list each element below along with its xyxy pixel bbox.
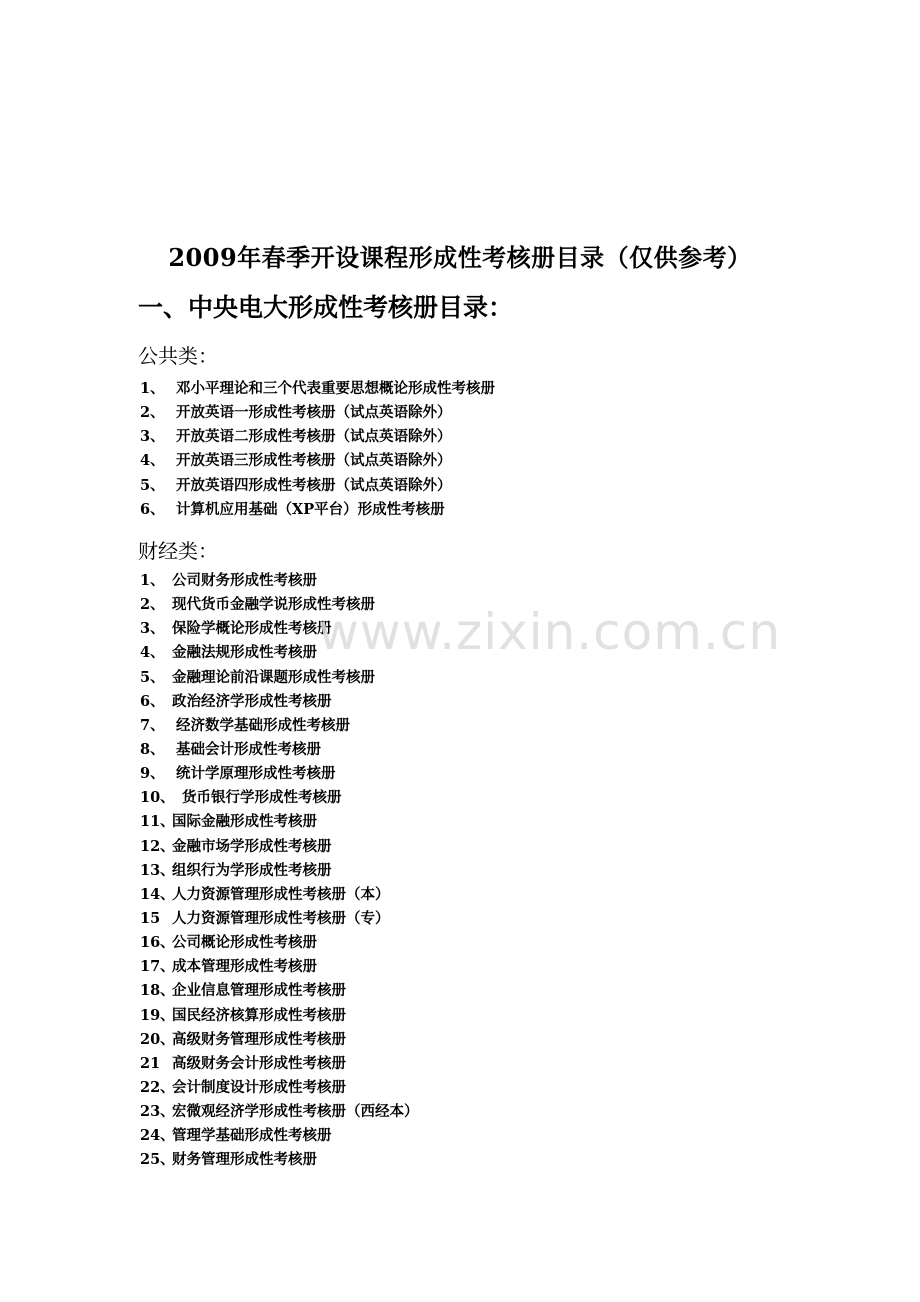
item-number: 5、 (140, 668, 165, 686)
item-number: 6、 (140, 500, 165, 518)
item-text: 宏微观经济学形成性考核册（西经本） (172, 1103, 419, 1121)
list-item (140, 955, 419, 979)
section-heading: 一、中央电大形成性考核册目录： (138, 293, 514, 322)
list-item (140, 1076, 419, 1100)
item-text: 金融法规形成性考核册 (172, 644, 317, 662)
item-text: 高级财务管理形成性考核册 (172, 1030, 346, 1048)
item-text: 开放英语三形成性考核册（试点英语除外） (176, 452, 452, 470)
list-item (140, 401, 495, 425)
public-course-list (140, 377, 495, 522)
item-number: 8、 (140, 740, 165, 758)
item-text: 基础会计形成性考核册 (176, 740, 321, 758)
item-number: 18、 (140, 982, 175, 1000)
list-item (140, 810, 419, 834)
item-number: 14、 (140, 885, 175, 903)
list-item (140, 1148, 419, 1172)
item-number: 20、 (140, 1030, 175, 1048)
item-text: 金融理论前沿课题形成性考核册 (172, 668, 375, 686)
document-title: 2009年春季开设课程形成性考核册目录（仅供参考） (168, 243, 752, 272)
list-item (140, 377, 495, 401)
item-text: 开放英语一形成性考核册（试点英语除外） (176, 404, 452, 422)
item-number: 22、 (140, 1078, 175, 1096)
item-text: 公司概论形成性考核册 (172, 934, 317, 952)
watermark: www.zixin.com.cn (318, 603, 782, 661)
item-text: 开放英语二形成性考核册（试点英语除外） (176, 428, 452, 446)
item-text: 政治经济学形成性考核册 (172, 692, 332, 710)
item-number: 5、 (140, 476, 165, 494)
item-text: 会计制度设计形成性考核册 (172, 1078, 346, 1096)
item-text: 国际金融形成性考核册 (172, 813, 317, 831)
list-item (140, 1052, 419, 1076)
list-item (140, 690, 419, 714)
item-number: 1、 (140, 572, 165, 589)
list-item (140, 931, 419, 955)
item-text: 保险学概论形成性考核册 (172, 620, 332, 638)
list-item (140, 859, 419, 883)
item-number: 15 (140, 909, 161, 927)
item-text: 人力资源管理形成性考核册（专） (172, 909, 390, 927)
item-text: 货币银行学形成性考核册 (182, 789, 342, 807)
item-number: 9、 (140, 765, 165, 783)
list-item (140, 666, 419, 690)
category-heading-public: 公共类： (138, 344, 218, 368)
list-item (140, 569, 419, 593)
item-text: 经济数学基础形成性考核册 (176, 716, 350, 734)
item-number: 2、 (140, 404, 165, 422)
item-text: 开放英语四形成性考核册（试点英语除外） (176, 476, 452, 494)
item-number: 1、 (140, 380, 165, 397)
list-item (140, 762, 419, 786)
item-text: 统计学原理形成性考核册 (176, 765, 336, 783)
item-number: 6、 (140, 692, 165, 710)
item-number: 16、 (140, 934, 175, 952)
list-item (140, 883, 419, 907)
item-text: 财务管理形成性考核册 (172, 1151, 317, 1169)
list-item (140, 1124, 419, 1148)
item-number: 19、 (140, 1006, 175, 1024)
item-number: 4、 (140, 452, 165, 470)
item-number: 3、 (140, 428, 165, 446)
list-item (140, 835, 419, 859)
list-item (140, 738, 419, 762)
item-text: 企业信息管理形成性考核册 (172, 982, 346, 1000)
list-item (140, 498, 495, 522)
item-number: 10、 (140, 789, 175, 807)
list-item (140, 474, 495, 498)
item-number: 21 (140, 1054, 161, 1072)
item-number: 11、 (140, 813, 175, 831)
list-item (140, 617, 419, 641)
item-number: 23、 (140, 1103, 175, 1121)
item-number: 12、 (140, 837, 175, 855)
list-item (140, 593, 419, 617)
item-text: 管理学基础形成性考核册 (172, 1127, 332, 1145)
list-item (140, 425, 495, 449)
list-item (140, 786, 419, 810)
item-text: 人力资源管理形成性考核册（本） (172, 885, 390, 903)
item-text: 计算机应用基础（XP平台）形成性考核册 (176, 500, 445, 518)
item-text: 组织行为学形成性考核册 (172, 861, 332, 879)
item-text: 国民经济核算形成性考核册 (172, 1006, 346, 1024)
item-number: 17、 (140, 958, 175, 976)
item-number: 24、 (140, 1127, 175, 1145)
item-text: 现代货币金融学说形成性考核册 (172, 596, 375, 614)
item-text: 高级财务会计形成性考核册 (172, 1054, 346, 1072)
item-number: 7、 (140, 716, 165, 734)
list-item (140, 449, 495, 473)
item-number: 2、 (140, 596, 165, 614)
item-text: 邓小平理论和三个代表重要思想概论形成性考核册 (176, 380, 495, 397)
list-item (140, 1004, 419, 1028)
list-item (140, 1028, 419, 1052)
list-item (140, 907, 419, 931)
item-number: 13、 (140, 861, 175, 879)
list-item (140, 979, 419, 1003)
finance-course-list (140, 569, 419, 1173)
item-number: 25、 (140, 1151, 175, 1169)
item-text: 金融市场学形成性考核册 (172, 837, 332, 855)
list-item (140, 641, 419, 665)
item-number: 3、 (140, 620, 165, 638)
list-item (140, 714, 419, 738)
item-text: 成本管理形成性考核册 (172, 958, 317, 976)
list-item (140, 1100, 419, 1124)
item-text: 公司财务形成性考核册 (172, 572, 317, 589)
category-heading-finance: 财经类： (138, 539, 218, 563)
item-number: 4、 (140, 644, 165, 662)
